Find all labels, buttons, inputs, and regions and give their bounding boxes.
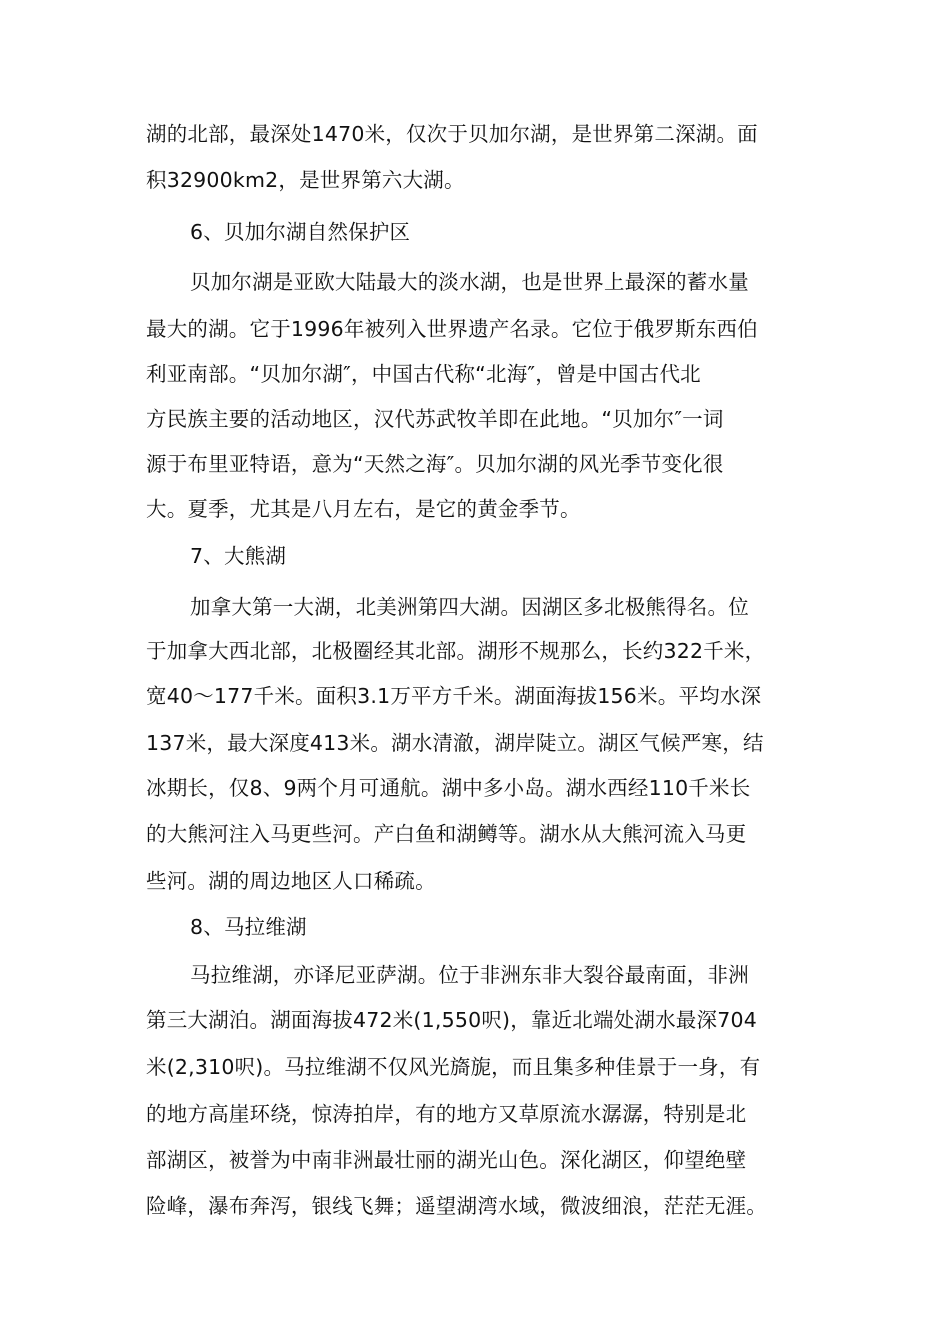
text-line: 部湖区，被誉为中南非洲最壮丽的湖光山色。深化湖区，仰望绝壁 xyxy=(146,1148,747,1172)
text-line: 大。夏季，尤其是八月左右，是它的黄金季节。 xyxy=(146,497,581,521)
section-heading: 8、马拉维湖 xyxy=(190,915,307,939)
text-line: 第三大湖泊。湖面海拔472米(1,550呎)，靠近北端处湖水最深704 xyxy=(146,1008,757,1032)
text-line: 源于布里亚特语，意为“天然之海″。贝加尔湖的风光季节变化很 xyxy=(146,452,724,476)
text-line: 险峰，瀑布奔泻，银线飞舞；遥望湖湾水域，微波细浪，茫茫无涯。 xyxy=(146,1194,767,1218)
text-line: 冰期长，仅8、9两个月可通航。湖中多小岛。湖水西经110千米长 xyxy=(146,776,751,800)
text-line: 利亚南部。“贝加尔湖″，中国古代称“北海″，曾是中国古代北 xyxy=(146,362,701,386)
text-line: 的大熊河注入马更些河。产白鱼和湖鳟等。湖水从大熊河流入马更 xyxy=(146,822,747,846)
text-line: 于加拿大西北部，北极圈经其北部。湖形不规那么，长约322千米， xyxy=(146,639,766,663)
text-line: 宽40～177千米。面积3.1万平方千米。湖面海拔156米。平均水深 xyxy=(146,684,762,708)
text-line: 的地方高崖环绕，惊涛拍岸，有的地方又草原流水潺潺，特别是北 xyxy=(146,1102,747,1126)
text-line: 贝加尔湖是亚欧大陆最大的淡水湖，也是世界上最深的蓄水量 xyxy=(190,270,749,294)
text-line: 湖的北部，最深处1470米，仅次于贝加尔湖，是世界第二深湖。面 xyxy=(146,122,758,146)
section-heading: 7、大熊湖 xyxy=(190,544,287,568)
text-line: 137米，最大深度413米。湖水清澈，湖岸陡立。湖区气候严寒，结 xyxy=(146,731,764,755)
text-line: 马拉维湖，亦译尼亚萨湖。位于非洲东非大裂谷最南面，非洲 xyxy=(190,963,749,987)
text-line: 些河。湖的周边地区人口稀疏。 xyxy=(146,869,436,893)
text-line: 米(2,310呎)。马拉维湖不仅风光旖旎，而且集多种佳景于一身，有 xyxy=(146,1055,761,1079)
text-line: 积32900km2，是世界第六大湖。 xyxy=(146,168,465,192)
section-heading: 6、贝加尔湖自然保护区 xyxy=(190,220,411,244)
text-line: 加拿大第一大湖，北美洲第四大湖。因湖区多北极熊得名。位 xyxy=(190,595,749,619)
text-line: 最大的湖。它于1996年被列入世界遗产名录。它位于俄罗斯东西伯 xyxy=(146,317,758,341)
text-line: 方民族主要的活动地区，汉代苏武牧羊即在此地。“贝加尔″一词 xyxy=(146,407,724,431)
